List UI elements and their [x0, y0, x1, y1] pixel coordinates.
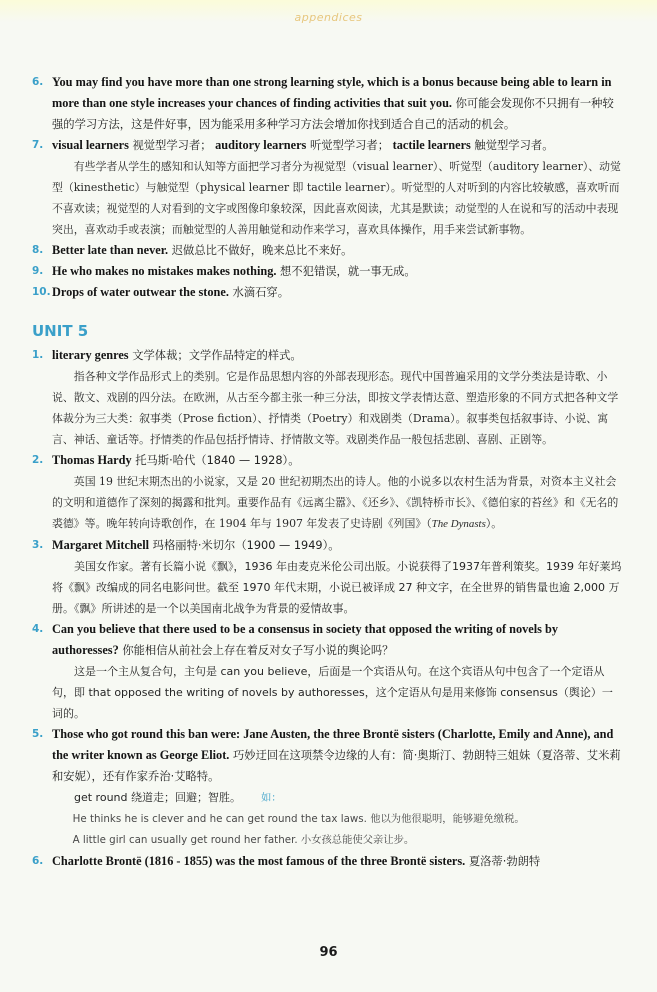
chinese-translation: 想不犯错误，就一事无成。 — [280, 265, 416, 278]
page-content — [32, 72, 622, 872]
explanation-note: 美国女作家。著有长篇小说《飘》，1936 年由麦克米伦公司出版。小说获得了1937年普利策奖。1939 年好莱坞将《飘》改编成的同名电影问世。截至 1970 年代末期，小说已被译成 27 种文字，在全世界的销售量也逾 2,000 万册。《飘》所讲述的是一个以美国南北战争为背景的爱情故事。 — [52, 560, 622, 615]
chinese-translation: 你可能会发现你不只拥有一种较强的学习方法，这是件好事，因为能采用多种学习方法会增加你找到适合自己的活动的机会。 — [52, 97, 614, 131]
chinese-translation: 玛格丽特·米切尔（1900 — 1949）。 — [152, 539, 340, 552]
english-term: Thomas Hardy — [52, 453, 132, 467]
explanation-note — [32, 471, 622, 535]
example-tag: 如： — [261, 792, 282, 804]
note-item — [32, 282, 622, 303]
note-item — [32, 345, 622, 366]
item-number: 6. — [32, 76, 44, 88]
english-sentence: Drops of water outwear the stone. — [52, 285, 229, 299]
item-number: 10. — [32, 286, 51, 298]
english-sentence: Those who got round this ban were: Jane Austen, the three Brontë sisters (Charlotte, Emily and Anne), and the writer known as George Eliot. — [52, 727, 614, 762]
note-item — [32, 240, 622, 261]
item-number: 2. — [32, 454, 44, 466]
running-head: appendices — [294, 11, 363, 24]
chinese-translation: 迟做总比不做好，晚来总比不来好。 — [171, 244, 353, 257]
example-sentence: A little girl can usually get round her father. 小女孩总能使父亲让步。 — [72, 834, 415, 846]
gloss-text: get round 绕道走；回避；智胜。 — [74, 791, 241, 804]
note-text: 英国 19 世纪末期杰出的小说家，又是 20 世纪初期杰出的诗人。他的小说多以农村生活为背景，对资本主义社会的文明和道德作了深刻的揭露和批判。重要作品有《远离尘嚣》、《还乡》、《凯特桥市长》、《德伯家的苔丝》和《无名的裘德》等。晚年转向诗歌创作，在 1904 年与 1907 年发表了史诗剧《列国》（ — [52, 475, 619, 530]
item-number: 1. — [32, 349, 44, 361]
explanation-note: 有些学者从学生的感知和认知等方面把学习者分为视觉型（visual learner）、听觉型（auditory learner）、动觉型（kinesthetic）与触觉型（physical learner 即 tactile learner）。听觉型的人对听到的内容比较敏感，喜欢听而不喜欢读；视觉型的人对看到的文字或图像印象较深，因此喜欢阅读，尤其是默读；动觉型的人在说和写的活动中表现突出，喜欢动手或表演；而触觉型的人善用触觉和动作来学习，喜欢具体操作，用手来尝试新事物。 — [52, 160, 621, 236]
note-item — [32, 450, 622, 471]
work-title: The Dynasts — [431, 518, 486, 530]
item-number: 8. — [32, 244, 44, 256]
note-item — [32, 619, 622, 661]
english-term: tactile learners — [392, 138, 471, 152]
note-item — [32, 135, 622, 156]
item-number: 9. — [32, 265, 44, 277]
english-term: Margaret Mitchell — [52, 538, 150, 552]
english-sentence: He who makes no mistakes makes nothing. — [52, 264, 277, 278]
item-number: 6. — [32, 855, 44, 867]
note-item — [32, 72, 622, 135]
english-term: literary genres — [52, 348, 129, 362]
chinese-translation: 文学体裁；文学作品特定的样式。 — [132, 349, 302, 362]
english-sentence: Can you believe that there used to be a consensus in society that opposed the writing of novels by authoresses? — [52, 622, 559, 657]
english-sentence: You may find you have more than one strong learning style, which is a bonus because being able to learn in more than one style increases your chances of finding activities that suit you. — [52, 75, 612, 110]
note-item — [32, 261, 622, 282]
item-number: 3. — [32, 539, 44, 551]
english-term: auditory learners — [215, 138, 307, 152]
page-number: 96 — [319, 945, 338, 960]
english-sentence: Better late than never. — [52, 243, 169, 257]
item-number: 7. — [32, 139, 44, 151]
unit-heading: UNIT 5 — [32, 322, 89, 340]
note-text: ）。 — [485, 517, 503, 530]
chinese-translation: 视觉型学习者； — [132, 139, 212, 152]
english-sentence: Charlotte Brontë (1816 - 1855) was the most famous of the three Brontë sisters. — [52, 854, 466, 868]
chinese-translation: 听觉型学习者； — [309, 139, 390, 152]
note-item — [32, 851, 622, 872]
chinese-translation: 托马斯·哈代（1840 — 1928）。 — [135, 454, 300, 467]
gloss-line — [32, 787, 622, 809]
item-number: 5. — [32, 728, 44, 740]
explanation-note: 这是一个主从复合句，主句是 can you believe，后面是一个宾语从句。在这个宾语从句中包含了一个定语从句，即 that opposed the writing of novels by authoresses，这个定语从句是用来修饰 consensus（舆论）一词的。 — [52, 665, 613, 720]
chinese-translation: 你能相信从前社会上存在着反对女子写小说的舆论吗？ — [122, 644, 394, 657]
english-term: visual learners — [52, 138, 129, 152]
example-sentence: He thinks he is clever and he can get round the tax laws. 他以为他很聪明，能够避免缴税。 — [72, 813, 525, 825]
chinese-translation: 触觉型学习者。 — [474, 139, 554, 152]
note-item — [32, 724, 622, 787]
note-item — [32, 535, 622, 556]
item-number: 4. — [32, 623, 44, 635]
explanation-note: 指各种文学作品形式上的类别。它是作品思想内容的外部表现形态。现代中国普遍采用的文学分类法是诗歌、小说、散文、戏剧的四分法。在欧洲，从古至今都主张一种三分法，即按文学表情达意、塑造形象的不同方式把各种文学体裁分为三大类：叙事类（Prose fiction）、抒情类（Poetry）和戏剧类（Drama）。叙事类包括叙事诗、小说、寓言、神话、童话等。抒情类的作品包括抒情诗、抒情散文等。戏剧类作品一般包括悲剧、喜剧、正剧等。 — [52, 370, 619, 446]
chinese-translation: 巧妙迂回在这项禁令边缘的人有：简·奥斯汀、勃朗特三姐妹（夏洛蒂、艾米莉和安妮），还有作家乔治·艾略特。 — [52, 749, 621, 783]
chinese-translation: 夏洛蒂·勃朗特 — [468, 855, 541, 868]
chinese-translation: 水滴石穿。 — [232, 286, 290, 299]
